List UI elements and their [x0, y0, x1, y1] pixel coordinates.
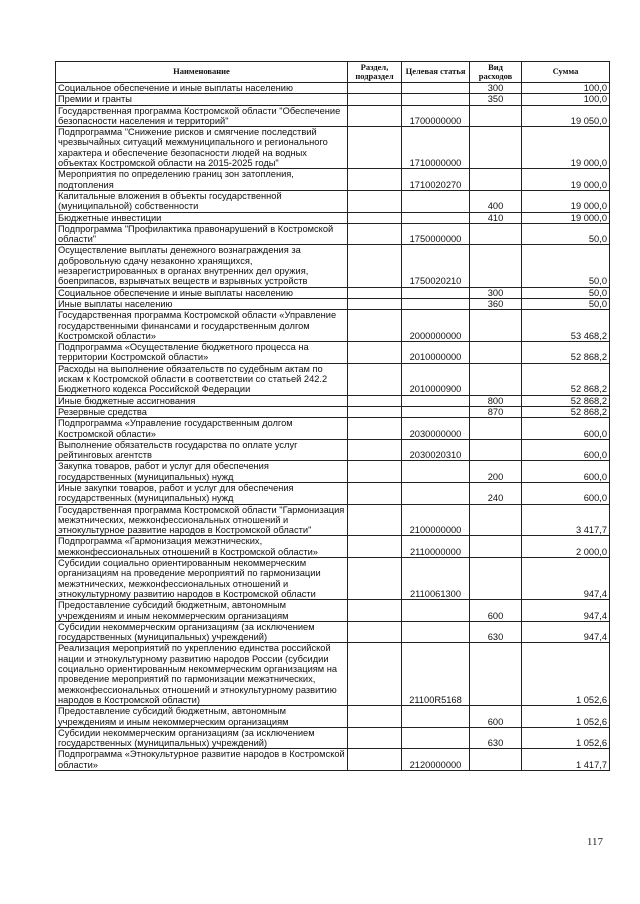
row-target-cell: 2010000000	[402, 342, 470, 364]
row-type-cell	[470, 749, 522, 771]
row-section-cell	[348, 461, 402, 483]
table-row	[56, 83, 610, 94]
budget-table	[55, 61, 610, 771]
row-target-cell: 2120000000	[402, 749, 470, 771]
row-sum-cell: 2 000,0	[522, 536, 610, 558]
row-type-cell	[470, 363, 522, 395]
row-section-cell	[348, 83, 402, 94]
row-name-cell: Осуществление выплаты денежного вознаграждения за добровольную сдачу незаконно хранящихся, незарегистрированных в органах внутренних дел оружия, боеприпасов, взрывчатых веществ и взрывных устройств	[56, 245, 348, 287]
table-row	[56, 245, 610, 287]
table-row	[56, 439, 610, 461]
row-target-cell: 1750020210	[402, 245, 470, 287]
row-type-cell: 300	[470, 83, 522, 94]
row-target-cell	[402, 482, 470, 504]
row-name-cell: Подпрограмма "Снижение рисков и смягчение последствий чрезвычайных ситуаций межмуниципального и регионального характера и обеспечение безопасности людей на водных объектах Костромской области на 2015-2025 годы"	[56, 127, 348, 169]
row-type-cell	[470, 105, 522, 127]
row-name-cell: Предоставление субсидий бюджетным, автономным учреждениям и иным некоммерческим организациям	[56, 600, 348, 622]
row-target-cell	[402, 727, 470, 749]
row-section-cell	[348, 621, 402, 643]
table-row	[56, 418, 610, 440]
header-name: Наименование	[56, 62, 348, 83]
row-section-cell	[348, 223, 402, 245]
row-sum-cell: 600,0	[522, 418, 610, 440]
row-section-cell	[348, 418, 402, 440]
row-type-cell: 630	[470, 621, 522, 643]
row-section-cell	[348, 482, 402, 504]
row-section-cell	[348, 706, 402, 728]
row-target-cell	[402, 706, 470, 728]
table-row	[56, 621, 610, 643]
row-target-cell: 2000000000	[402, 310, 470, 342]
table-row	[56, 536, 610, 558]
row-type-cell: 870	[470, 406, 522, 417]
row-section-cell	[348, 190, 402, 212]
row-name-cell: Подпрограмма «Управление государственным долгом Костромской области»	[56, 418, 348, 440]
row-name-cell: Закупка товаров, работ и услуг для обеспечения государственных (муниципальных) нужд	[56, 461, 348, 483]
row-section-cell	[348, 395, 402, 406]
row-sum-cell: 19 000,0	[522, 190, 610, 212]
row-section-cell	[348, 558, 402, 600]
row-type-cell: 600	[470, 706, 522, 728]
header-target: Целевая статья	[402, 62, 470, 83]
row-name-cell: Бюджетные инвестиции	[56, 212, 348, 223]
row-name-cell: Иные выплаты населению	[56, 298, 348, 309]
row-type-cell	[470, 504, 522, 536]
row-section-cell	[348, 749, 402, 771]
row-type-cell	[470, 245, 522, 287]
row-target-cell	[402, 621, 470, 643]
table-row	[56, 310, 610, 342]
row-name-cell: Подпрограмма «Этнокультурное развитие народов в Костромской области»	[56, 749, 348, 771]
row-target-cell	[402, 212, 470, 223]
row-name-cell: Капитальные вложения в объекты государственной (муниципальной) собственности	[56, 190, 348, 212]
table-row	[56, 287, 610, 298]
table-row	[56, 363, 610, 395]
row-sum-cell: 19 000,0	[522, 169, 610, 191]
row-sum-cell: 947,4	[522, 558, 610, 600]
row-name-cell: Подпрограмма «Гармонизация межэтнических, межконфессиональных отношений в Костромской области»	[56, 536, 348, 558]
page-number: 117	[586, 836, 603, 848]
table-row	[56, 504, 610, 536]
row-target-cell	[402, 94, 470, 105]
row-target-cell	[402, 600, 470, 622]
table-row	[56, 105, 610, 127]
row-target-cell: 2030000000	[402, 418, 470, 440]
row-name-cell: Премии и гранты	[56, 94, 348, 105]
row-sum-cell: 600,0	[522, 439, 610, 461]
row-target-cell: 21100R5168	[402, 643, 470, 706]
table-row	[56, 94, 610, 105]
row-type-cell: 400	[470, 190, 522, 212]
row-type-cell	[470, 223, 522, 245]
row-target-cell: 2030020310	[402, 439, 470, 461]
row-section-cell	[348, 127, 402, 169]
header-type: Вид расходов	[470, 62, 522, 83]
row-target-cell: 2010000900	[402, 363, 470, 395]
row-section-cell	[348, 169, 402, 191]
table-row	[56, 298, 610, 309]
row-name-cell: Социальное обеспечение и иные выплаты населению	[56, 83, 348, 94]
row-target-cell: 1710000000	[402, 127, 470, 169]
row-type-cell: 800	[470, 395, 522, 406]
table-row	[56, 600, 610, 622]
row-section-cell	[348, 439, 402, 461]
row-section-cell	[348, 212, 402, 223]
row-name-cell: Субсидии некоммерческим организациям (за исключением государственных (муниципальных) учреждений)	[56, 727, 348, 749]
row-sum-cell: 1 052,6	[522, 727, 610, 749]
row-section-cell	[348, 363, 402, 395]
row-sum-cell: 52 868,2	[522, 406, 610, 417]
row-sum-cell: 52 868,2	[522, 342, 610, 364]
table-row	[56, 395, 610, 406]
row-name-cell: Государственная программа Костромской области «Управление государственными финансами и государственным долгом Костромской области»	[56, 310, 348, 342]
row-sum-cell: 600,0	[522, 461, 610, 483]
row-sum-cell: 52 868,2	[522, 363, 610, 395]
row-sum-cell: 19 000,0	[522, 127, 610, 169]
row-section-cell	[348, 298, 402, 309]
row-name-cell: Расходы на выполнение обязательств по судебным актам по искам к Костромской области в соответствии со статьей 242.2 Бюджетного кодекса Российской Федерации	[56, 363, 348, 395]
row-target-cell	[402, 190, 470, 212]
row-type-cell	[470, 310, 522, 342]
row-sum-cell: 50,0	[522, 245, 610, 287]
row-name-cell: Государственная программа Костромской области "Гармонизация межэтнических, межконфессиональных отношений и этнокультурное развитие народов в Костромской области"	[56, 504, 348, 536]
row-sum-cell: 600,0	[522, 482, 610, 504]
row-sum-cell: 100,0	[522, 83, 610, 94]
table-row	[56, 749, 610, 771]
header-section: Раздел, подраздел	[348, 62, 402, 83]
row-target-cell	[402, 83, 470, 94]
row-name-cell: Подпрограмма «Осуществление бюджетного процесса на территории Костромской области»	[56, 342, 348, 364]
table-row	[56, 558, 610, 600]
row-type-cell	[470, 127, 522, 169]
row-name-cell: Иные закупки товаров, работ и услуг для обеспечения государственных (муниципальных) нужд	[56, 482, 348, 504]
row-type-cell: 350	[470, 94, 522, 105]
row-name-cell: Иные бюджетные ассигнования	[56, 395, 348, 406]
table-row	[56, 212, 610, 223]
table-row	[56, 342, 610, 364]
row-section-cell	[348, 245, 402, 287]
row-section-cell	[348, 310, 402, 342]
row-target-cell: 1700000000	[402, 105, 470, 127]
row-sum-cell: 3 417,7	[522, 504, 610, 536]
row-section-cell	[348, 406, 402, 417]
row-section-cell	[348, 287, 402, 298]
row-type-cell: 600	[470, 600, 522, 622]
row-type-cell: 360	[470, 298, 522, 309]
table-row	[56, 169, 610, 191]
row-sum-cell: 947,4	[522, 600, 610, 622]
row-name-cell: Социальное обеспечение и иные выплаты населению	[56, 287, 348, 298]
table-row	[56, 727, 610, 749]
row-type-cell	[470, 418, 522, 440]
row-sum-cell: 53 468,2	[522, 310, 610, 342]
row-sum-cell: 947,4	[522, 621, 610, 643]
row-name-cell: Реализация мероприятий по укреплению единства российской нации и этнокультурному развитию народов России (субсидии социально ориентированным некоммерческим организациям на проведение мероприятий по гармонизации межэтнических, межконфессиональных отношений и этнокультурному развитию народов в Костромской области)	[56, 643, 348, 706]
row-section-cell	[348, 342, 402, 364]
row-section-cell	[348, 643, 402, 706]
row-name-cell: Выполнение обязательств государства по оплате услуг рейтинговых агентств	[56, 439, 348, 461]
row-name-cell: Субсидии социально ориентированным некоммерческим организациям на проведение мероприятий по гармонизации межэтнических, межконфессиональных отношений и этнокультурному развитию народов в Костромской области	[56, 558, 348, 600]
row-type-cell: 300	[470, 287, 522, 298]
row-sum-cell: 1 052,6	[522, 706, 610, 728]
row-sum-cell: 50,0	[522, 223, 610, 245]
header-sum: Сумма	[522, 62, 610, 83]
row-section-cell	[348, 600, 402, 622]
row-target-cell	[402, 406, 470, 417]
row-sum-cell: 1 052,6	[522, 643, 610, 706]
table-row	[56, 127, 610, 169]
row-type-cell	[470, 643, 522, 706]
row-type-cell: 200	[470, 461, 522, 483]
row-name-cell: Мероприятия по определению границ зон затопления, подтопления	[56, 169, 348, 191]
row-type-cell	[470, 558, 522, 600]
row-section-cell	[348, 536, 402, 558]
table-row	[56, 406, 610, 417]
row-sum-cell: 50,0	[522, 287, 610, 298]
table-row	[56, 482, 610, 504]
table-row	[56, 643, 610, 706]
row-type-cell	[470, 536, 522, 558]
row-type-cell: 410	[470, 212, 522, 223]
row-name-cell: Государственная программа Костромской области "Обеспечение безопасности населения и территорий"	[56, 105, 348, 127]
row-target-cell: 1750000000	[402, 223, 470, 245]
table-header-row	[56, 62, 610, 83]
table-body	[56, 83, 610, 771]
row-name-cell: Подпрограмма "Профилактика правонарушений в Костромской области"	[56, 223, 348, 245]
row-section-cell	[348, 727, 402, 749]
row-section-cell	[348, 94, 402, 105]
row-target-cell	[402, 395, 470, 406]
row-sum-cell: 19 000,0	[522, 212, 610, 223]
row-name-cell: Резервные средства	[56, 406, 348, 417]
table-row	[56, 190, 610, 212]
row-sum-cell: 19 050,0	[522, 105, 610, 127]
row-target-cell	[402, 461, 470, 483]
row-target-cell: 1710020270	[402, 169, 470, 191]
row-name-cell: Предоставление субсидий бюджетным, автономным учреждениям и иным некоммерческим организациям	[56, 706, 348, 728]
row-target-cell: 2110000000	[402, 536, 470, 558]
row-type-cell	[470, 169, 522, 191]
row-type-cell: 630	[470, 727, 522, 749]
row-sum-cell: 50,0	[522, 298, 610, 309]
row-sum-cell: 100,0	[522, 94, 610, 105]
table-row	[56, 223, 610, 245]
row-type-cell	[470, 342, 522, 364]
table-row	[56, 461, 610, 483]
row-sum-cell: 1 417,7	[522, 749, 610, 771]
row-target-cell	[402, 287, 470, 298]
row-section-cell	[348, 105, 402, 127]
row-type-cell: 240	[470, 482, 522, 504]
row-type-cell	[470, 439, 522, 461]
row-target-cell	[402, 298, 470, 309]
row-section-cell	[348, 504, 402, 536]
table-row	[56, 706, 610, 728]
row-target-cell: 2100000000	[402, 504, 470, 536]
row-name-cell: Субсидии некоммерческим организациям (за исключением государственных (муниципальных) учреждений)	[56, 621, 348, 643]
row-target-cell: 2110061300	[402, 558, 470, 600]
row-sum-cell: 52 868,2	[522, 395, 610, 406]
